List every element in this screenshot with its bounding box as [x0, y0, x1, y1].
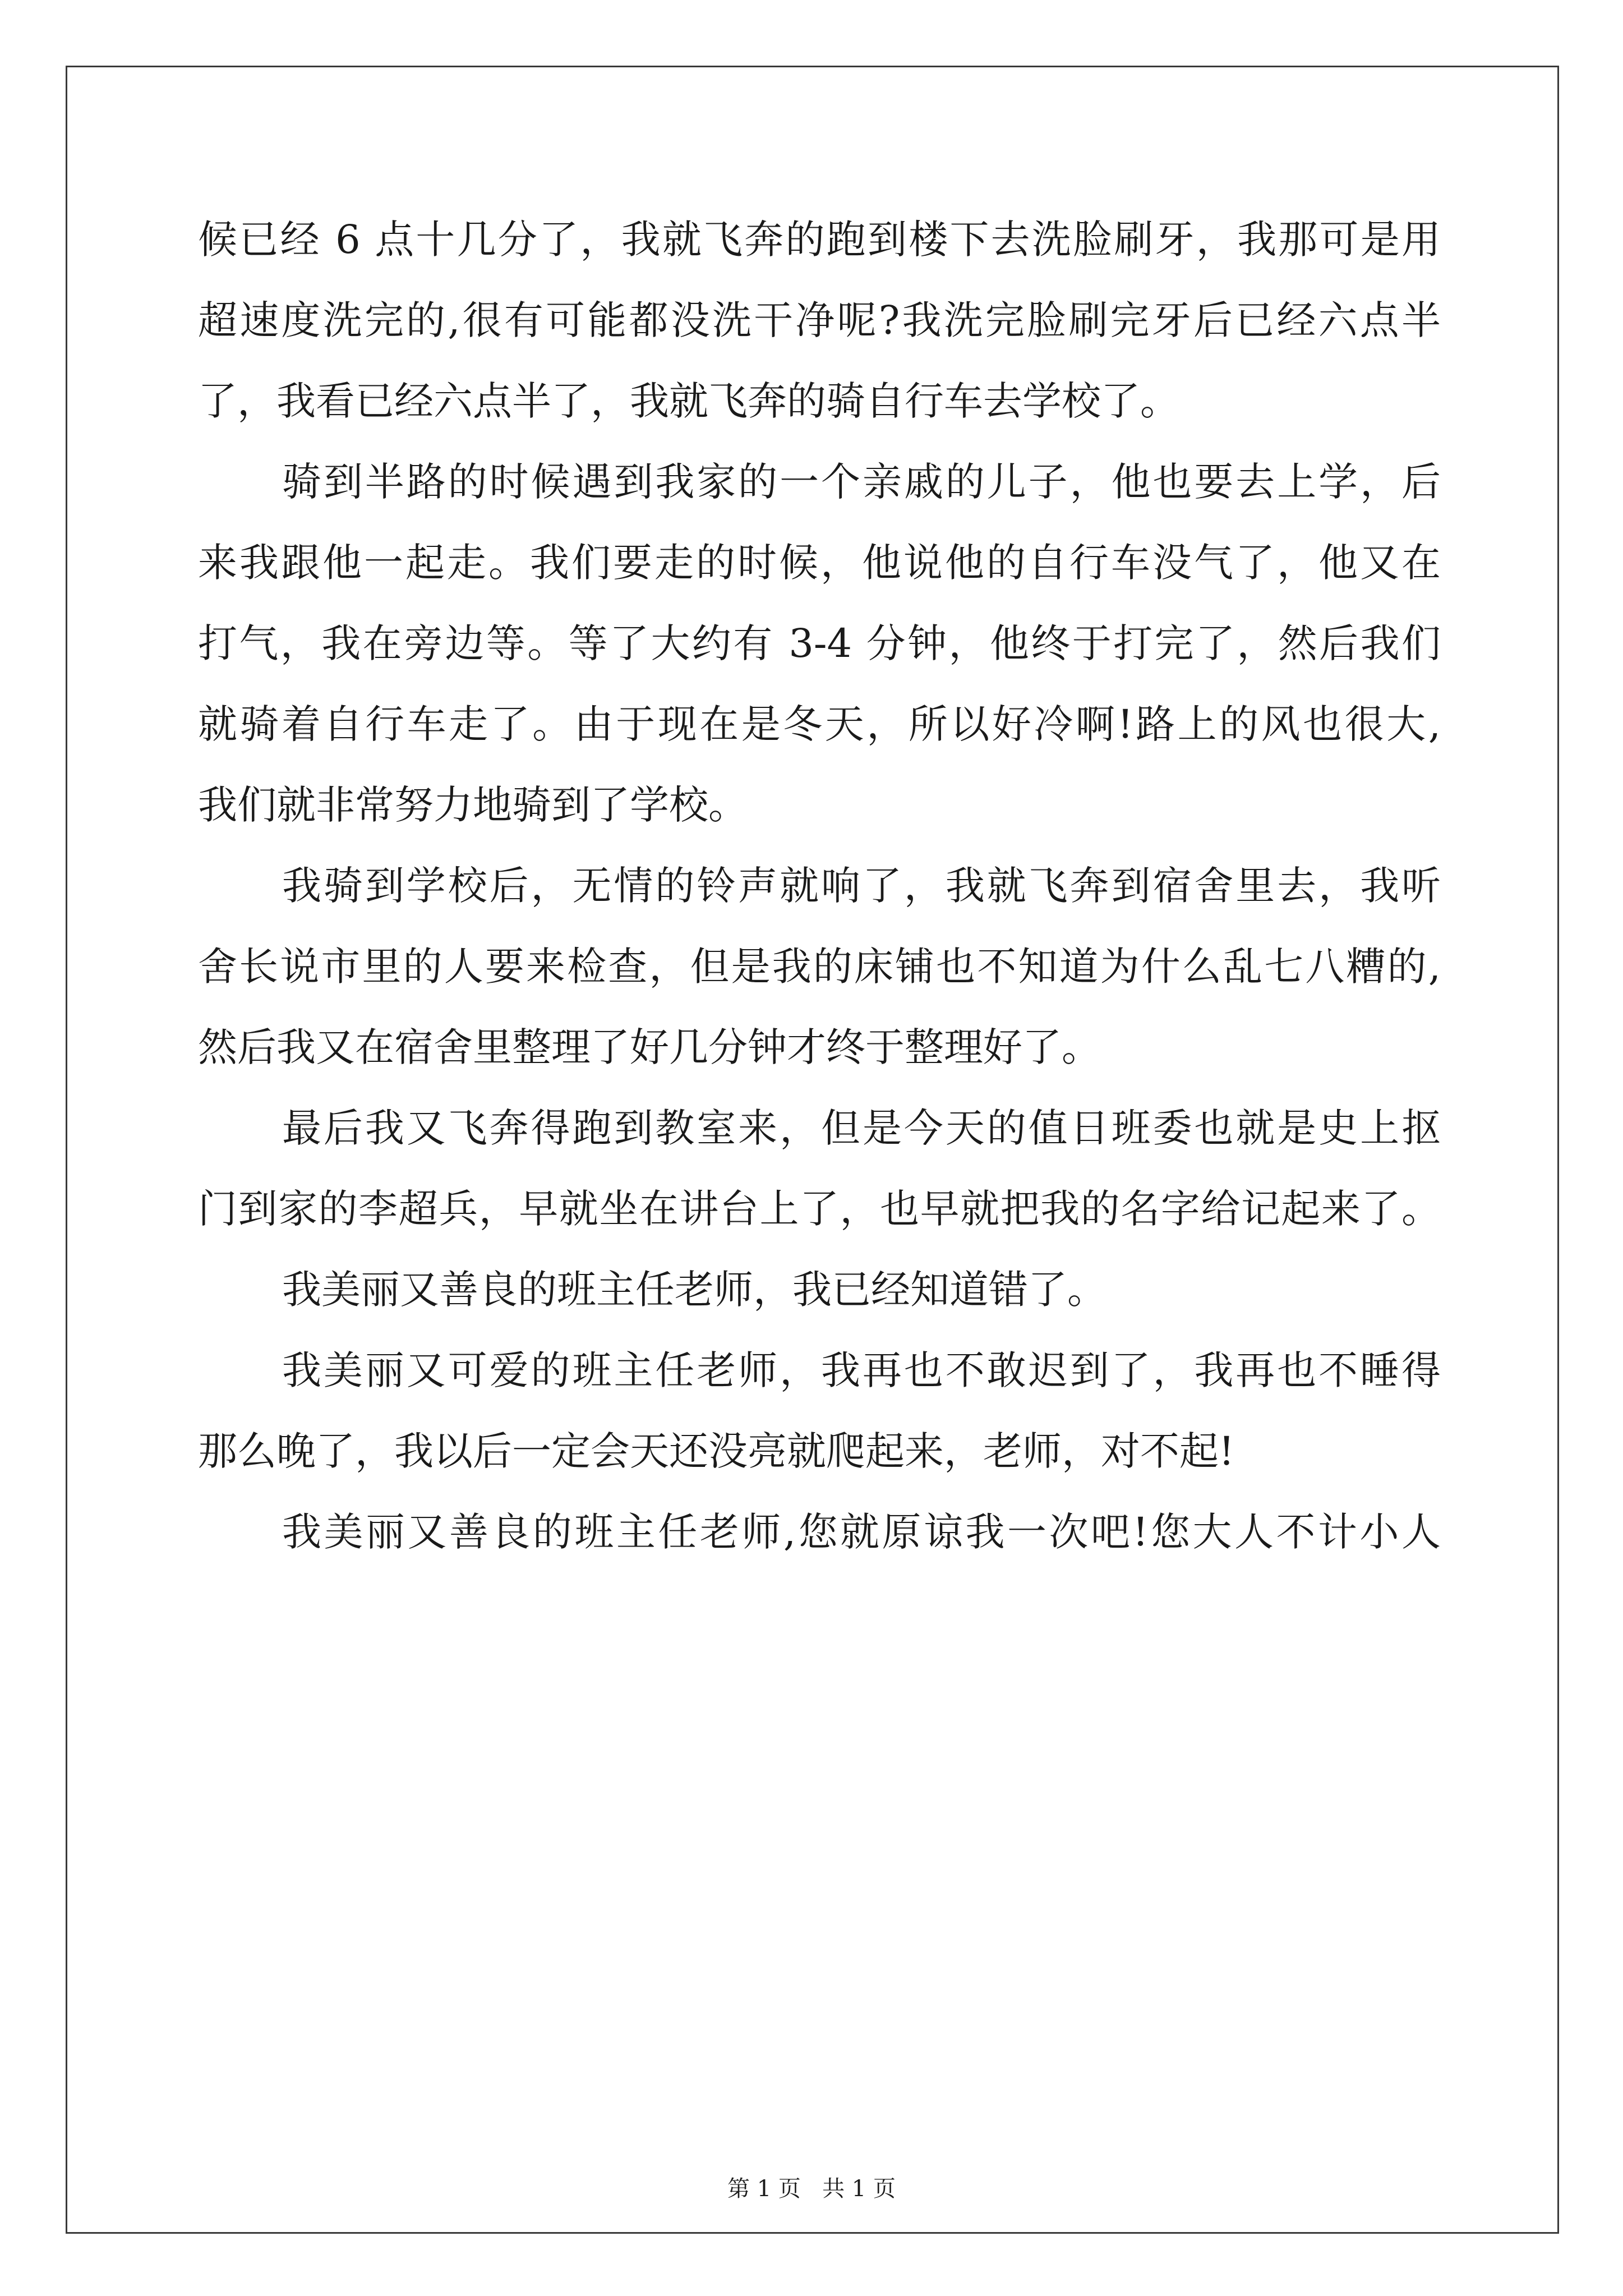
text-line: 候已经 6 点十几分了，我就飞奔的跑到楼下去洗脸刷牙，我那可是用 [198, 217, 1441, 263]
text-line: 我美丽又可爱的班主任老师，我再也不敢迟到了，我再也不睡得 [282, 1347, 1441, 1393]
text-line: 了，我看已经六点半了，我就飞奔的骑自行车去学校了。 [198, 378, 1179, 424]
text-line: 来我跟他一起走。我们要走的时候，他说他的自行车没气了，他又在 [198, 540, 1441, 586]
text-line: 我美丽又善良的班主任老师，我已经知道错了。 [282, 1267, 1106, 1313]
text-line: 我们就非常努力地骑到了学校。 [198, 782, 748, 828]
text-line: 就骑着自行车走了。由于现在是冬天，所以好冷啊!路上的风也很大, [198, 701, 1441, 747]
text-line: 我美丽又善良的班主任老师,您就原谅我一次吧!您大人不计小人 [282, 1509, 1441, 1555]
document-body [198, 199, 1441, 1572]
text-line: 那么晚了，我以后一定会天还没亮就爬起来，老师，对不起! [198, 1428, 1235, 1474]
text-line: 舍长说市里的人要来检查，但是我的床铺也不知道为什么乱七八糟的, [198, 944, 1441, 990]
text-line: 骑到半路的时候遇到我家的一个亲戚的儿子，他也要去上学，后 [282, 459, 1441, 505]
text-line: 然后我又在宿舍里整理了好几分钟才终于整理好了。 [198, 1024, 1101, 1070]
text-line: 超速度洗完的,很有可能都没洗干净呢?我洗完脸刷完牙后已经六点半 [198, 297, 1441, 343]
text-line: 我骑到学校后，无情的铃声就响了，我就飞奔到宿舍里去，我听 [282, 863, 1441, 909]
page-number: 第 1 页 共 1 页 [727, 2176, 896, 2202]
text-line: 打气，我在旁边等。等了大约有 3-4 分钟，他终于打完了，然后我们 [198, 620, 1441, 666]
text-line: 最后我又飞奔得跑到教室来，但是今天的值日班委也就是史上抠 [282, 1105, 1441, 1151]
text-line: 门到家的李超兵，早就坐在讲台上了，也早就把我的名字给记起来了。 [198, 1186, 1441, 1232]
